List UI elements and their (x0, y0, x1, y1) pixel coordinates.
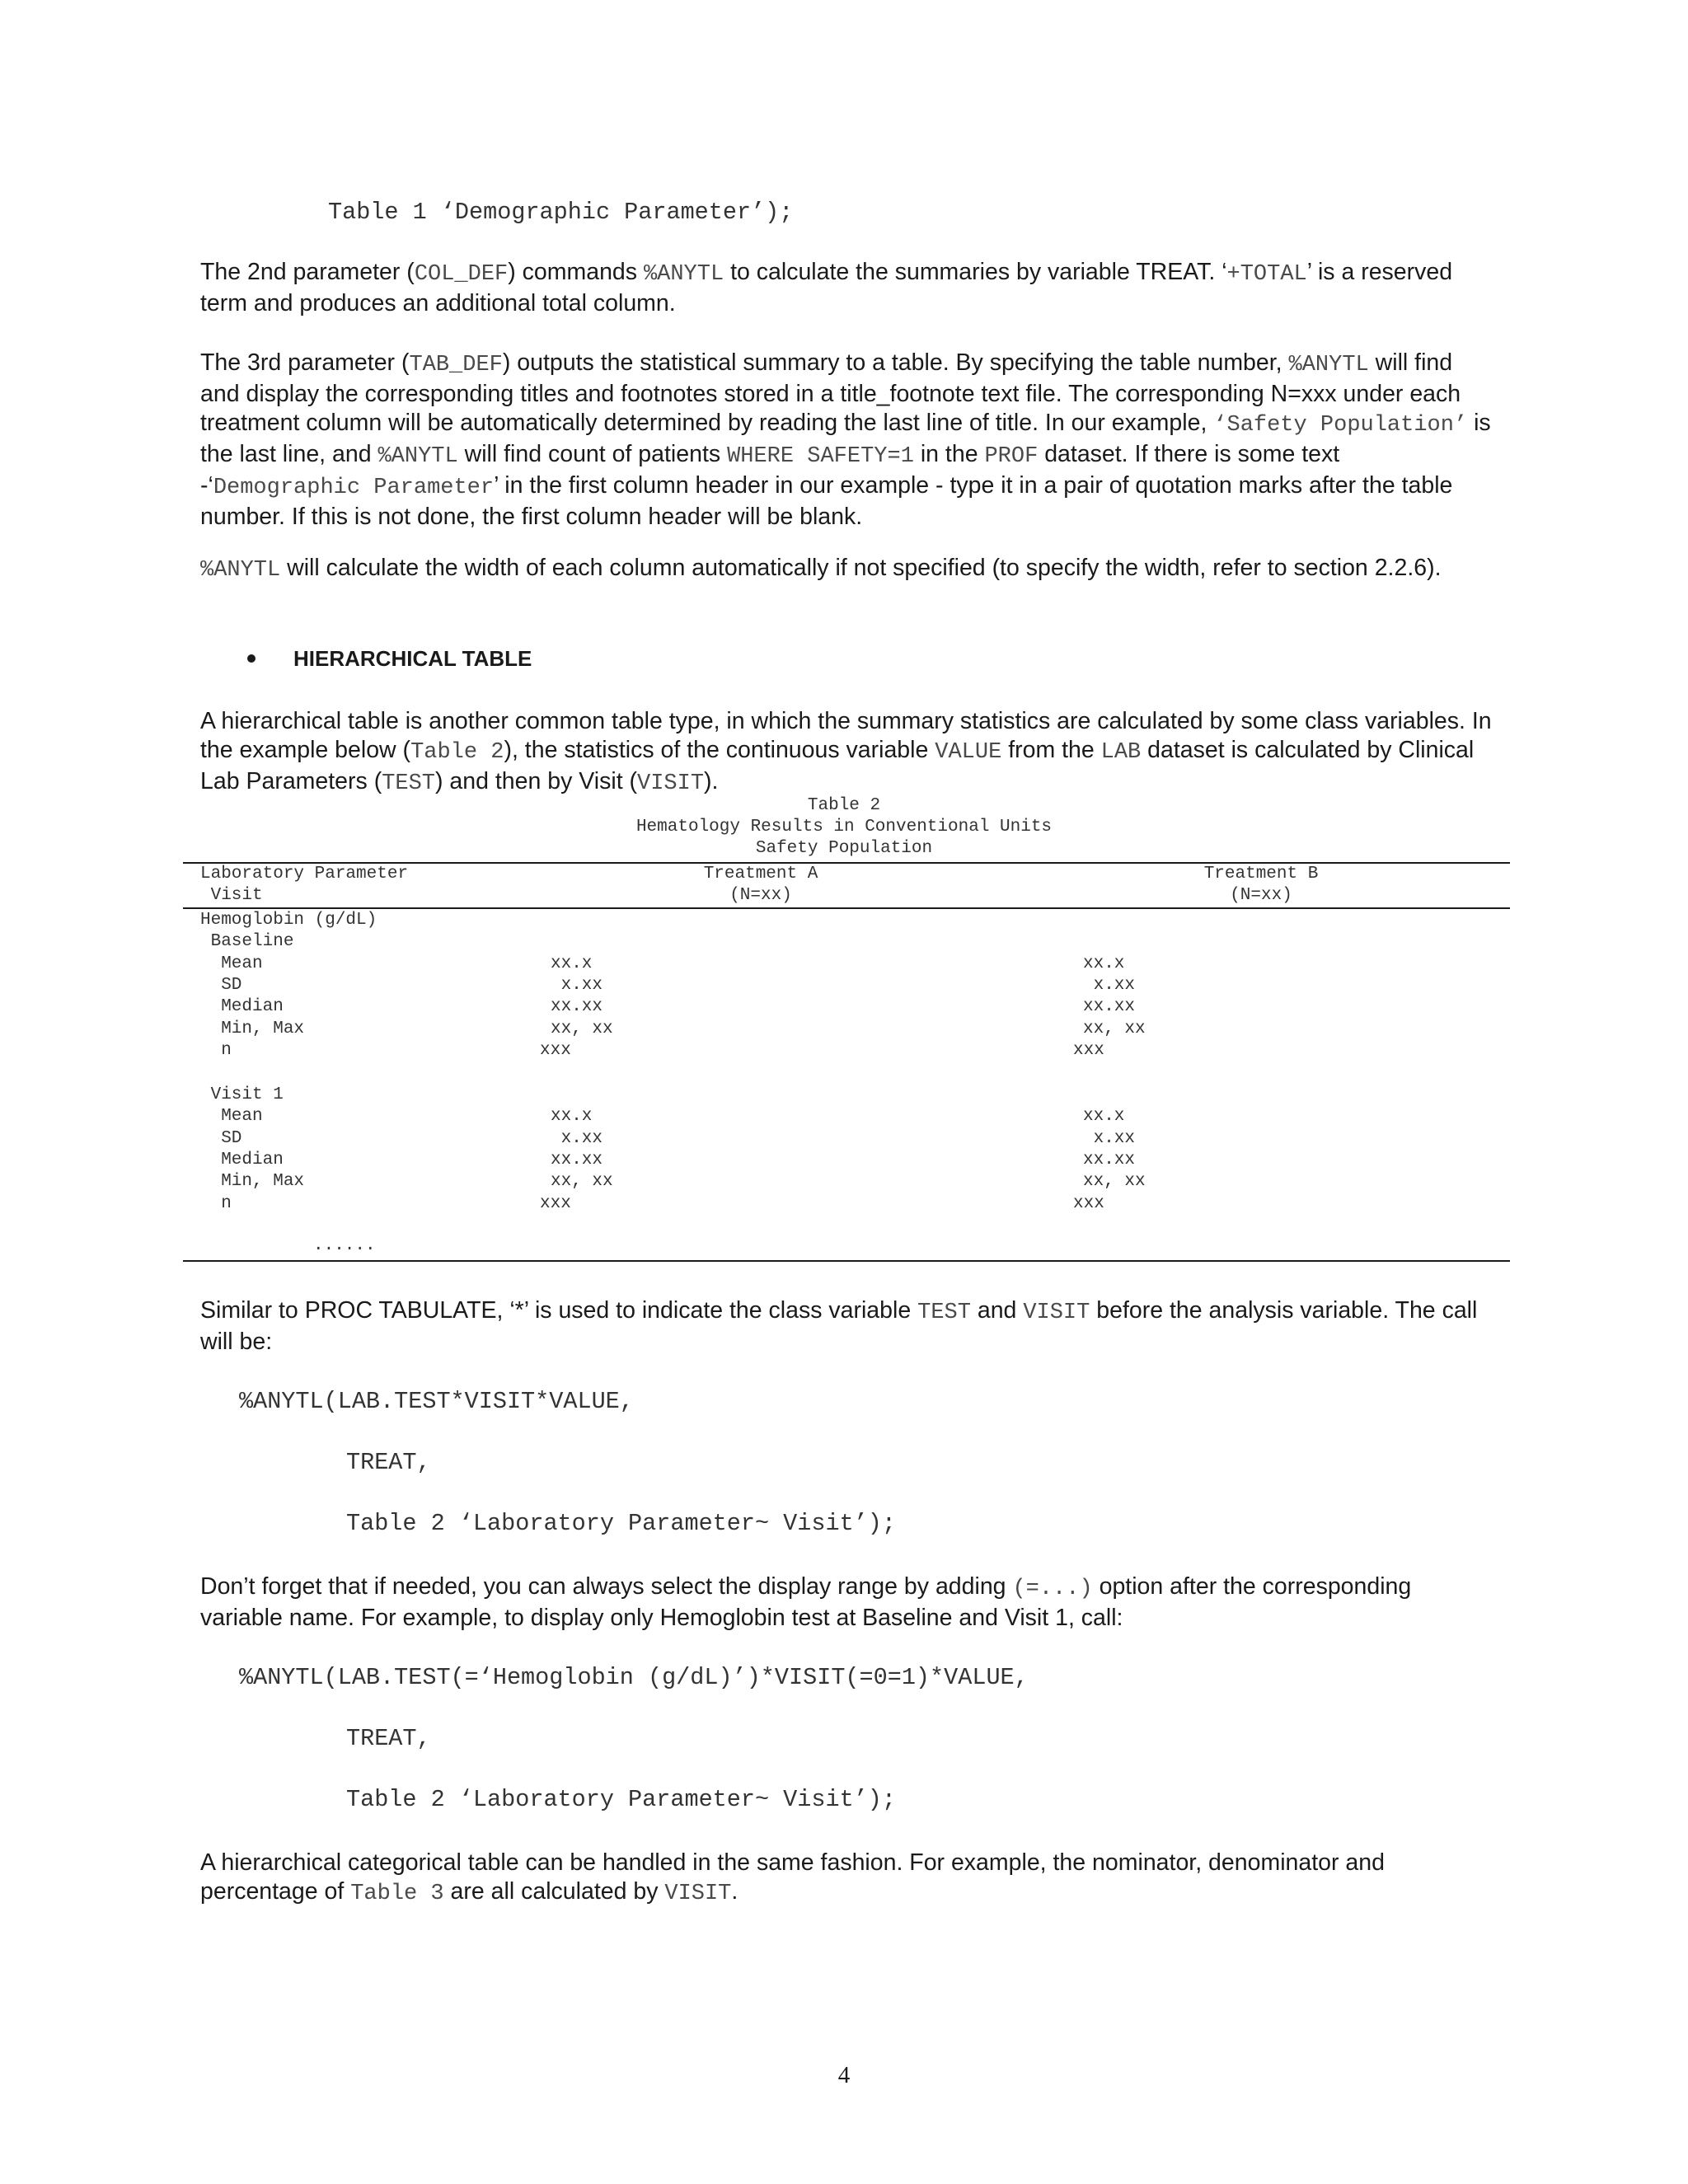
stat-value-b: xxx (1073, 1041, 1104, 1060)
bullet-icon (247, 654, 256, 663)
code-block-2-line-3: Table 2 ‘Laboratory Parameter~ Visit’); (346, 1786, 897, 1813)
code-inline: LAB (1100, 740, 1142, 765)
text: Don’t forget that if needed, you can always select the display range by adding (200, 1573, 1013, 1600)
column-header-treatment-a: Treatment A (703, 865, 818, 883)
code-block-2-line-2: TREAT, (346, 1725, 431, 1752)
table-ellipsis: ...... (313, 1236, 376, 1255)
code-inline: ‘Safety Population’ (1213, 413, 1468, 438)
stat-value-b: xx, xx (1083, 1019, 1146, 1038)
column-header-parameter: Laboratory Parameter (200, 865, 409, 883)
code-inline: Table 3 (350, 1882, 444, 1906)
stat-label: n (200, 1041, 232, 1060)
stat-value-b: xx.xx (1083, 1151, 1136, 1169)
table-title: Table 2 (807, 796, 881, 815)
code-inline: %ANYTL (200, 558, 281, 583)
code-inline: VISIT (637, 771, 705, 796)
column-header-treatment-a-n: (N=xx) (729, 886, 792, 905)
code-inline: VALUE (935, 740, 1002, 765)
stat-value-b: x.xx (1083, 1129, 1136, 1148)
code-inline: +TOTAL (1226, 262, 1307, 287)
code-inline: VISIT (664, 1882, 732, 1906)
stat-value-b: xx, xx (1083, 1172, 1146, 1191)
code-inline: Table 2 (410, 740, 504, 765)
paragraph-col-def (200, 258, 1494, 318)
code-block-1-line-1: %ANYTL(LAB.TEST*VISIT*VALUE, (239, 1388, 634, 1415)
paragraph-hierarchical (200, 707, 1494, 799)
text: to calculate the summaries by variable TREAT. ‘ (724, 259, 1227, 285)
stat-value-a: xx, xx (551, 1172, 613, 1191)
paragraph-proc-tabulate (200, 1296, 1494, 1357)
code-inline: WHERE SAFETY=1 (727, 444, 914, 469)
text: ’ is a reserved term and produces an additional total column. (200, 259, 1453, 316)
text: ), the statistics of the continuous variable (504, 737, 935, 763)
stat-value-a: xxx (540, 1041, 571, 1060)
text: dataset is calculated by Clinical Lab Parameters ( (200, 737, 1475, 794)
text: ) and then by Visit ( (435, 768, 638, 794)
table-subtitle: Hematology Results in Conventional Units (635, 818, 1053, 837)
text: The 2nd parameter ( (200, 259, 415, 285)
bullet-heading (247, 646, 532, 672)
code-inline: TEST (917, 1301, 971, 1325)
stat-value-b: xxx (1073, 1194, 1104, 1213)
code-block-2-line-1: %ANYTL(LAB.TEST(=‘Hemoglobin (g/dL)’)*VISIT(=0=1)*VALUE, (239, 1664, 1029, 1691)
bullet-heading-text: HIERARCHICAL TABLE (293, 646, 532, 671)
column-header-treatment-b: Treatment B (1203, 865, 1319, 883)
stat-label: Mean (200, 954, 263, 973)
stat-value-a: xx.x (551, 1107, 593, 1126)
stat-value-a: x.xx (551, 1129, 603, 1148)
text: in the (913, 441, 985, 467)
code-inline: VISIT (1023, 1301, 1090, 1325)
text: ’ in the first column header in our example - type it in a pair of quotation marks after the table number. If this is not done, the first column header will be blank. (200, 472, 1453, 530)
stat-label: Mean (200, 1107, 263, 1126)
code-inline: %ANYTL (377, 444, 458, 469)
code-inline: COL_DEF (414, 262, 509, 287)
test-name: Hemoglobin (g/dL) (200, 911, 377, 930)
text: and (970, 1297, 1024, 1324)
text: from the (1001, 737, 1101, 763)
stat-label: Median (200, 1151, 284, 1169)
stat-value-b: xx.xx (1083, 997, 1136, 1016)
text: option after the corresponding variable name. For example, to display only Hemoglobin test at Baseline and Visit 1, call: (200, 1573, 1412, 1631)
code-inline: %ANYTL (1288, 353, 1369, 377)
code-block-1-line-3: Table 2 ‘Laboratory Parameter~ Visit’); (346, 1510, 897, 1537)
paragraph-width (200, 554, 1494, 585)
table-population: Safety Population (755, 839, 933, 858)
text: A hierarchical categorical table can be handled in the same fashion. For example, the nominator, denominator and percentage of (200, 1849, 1385, 1905)
page-number: 4 (837, 2062, 851, 2088)
stat-label: Min, Max (200, 1172, 305, 1191)
text: will calculate the width of each column automatically if not specified (to specify the width, refer to section 2.2.6). (280, 555, 1442, 581)
stat-value-b: xx.x (1083, 954, 1125, 973)
text: ) commands (508, 259, 644, 285)
text: The 3rd parameter ( (200, 349, 410, 376)
text: A hierarchical table is another common table type, in which the summary statistics are calculated by some class variables. In the example below ( (200, 708, 1492, 763)
text: will find and display the corresponding titles and footnotes stored in a title_footnote text file. The corresponding N=xxx under each treatment column will be automatically determined by reading the last line of title. In our example, (200, 349, 1461, 436)
text: are all calculated by (443, 1878, 665, 1905)
stat-value-a: xx.x (551, 954, 593, 973)
stat-value-a: x.xx (551, 976, 603, 995)
stat-label: Min, Max (200, 1019, 305, 1038)
paragraph-categorical (200, 1849, 1494, 1909)
stat-value-a: xx.xx (551, 1151, 603, 1169)
text: . (731, 1878, 738, 1905)
stat-label: Median (200, 997, 284, 1016)
text: dataset. If there is some text -‘ (200, 441, 1340, 499)
text: is the last line, and (200, 410, 1491, 467)
paragraph-tab-def (200, 349, 1494, 532)
code-inline: PROF (984, 444, 1039, 469)
stat-value-b: xx.x (1083, 1107, 1125, 1126)
visit-name: Visit 1 (200, 1085, 284, 1104)
text: ) outputs the statistical summary to a table. By specifying the table number, (502, 349, 1289, 376)
stat-label: SD (200, 1129, 242, 1148)
stat-label: n (200, 1194, 232, 1213)
stat-value-a: xx.xx (551, 997, 603, 1016)
visit-name: Baseline (200, 932, 294, 951)
column-header-visit: Visit (200, 886, 263, 905)
stat-label: SD (200, 976, 242, 995)
table-header-rule (183, 907, 1510, 909)
table-bottom-rule (183, 1260, 1510, 1262)
code-inline: TEST (382, 771, 435, 796)
code-block-1-line-2: TREAT, (346, 1449, 431, 1476)
stat-value-a: xxx (540, 1194, 571, 1213)
code-inline: TAB_DEF (409, 353, 503, 377)
code-inline: Demographic Parameter (213, 476, 495, 500)
stat-value-a: xx, xx (551, 1019, 613, 1038)
code-inline: (=...) (1012, 1577, 1093, 1601)
stat-value-b: x.xx (1083, 976, 1136, 995)
text: before the analysis variable. The call will be: (200, 1297, 1478, 1355)
text: will find count of patients (457, 441, 728, 467)
code-inline: %ANYTL (643, 262, 724, 287)
code-line-top: Table 1 ‘Demographic Parameter’); (328, 199, 794, 226)
text: ). (704, 768, 719, 794)
text: Similar to PROC TABULATE, ‘*’ is used to indicate the class variable (200, 1297, 918, 1324)
paragraph-display-range (200, 1572, 1494, 1633)
column-header-treatment-b-n: (N=xx) (1230, 886, 1292, 905)
